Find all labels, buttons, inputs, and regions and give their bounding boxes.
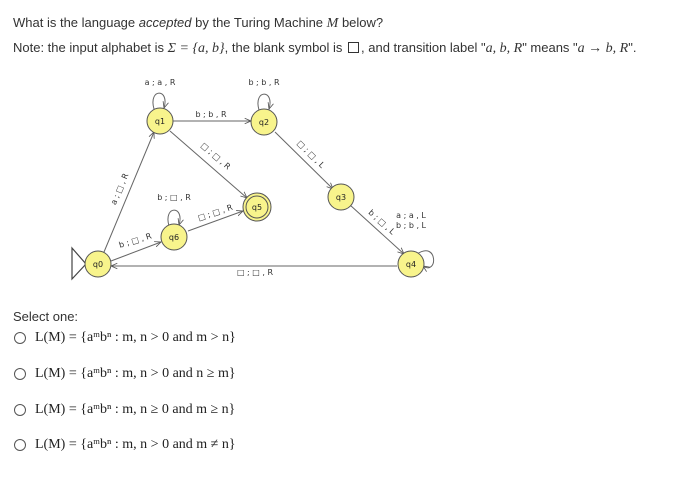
machine-symbol: M [326,16,339,31]
svg-text:q6: q6 [168,233,180,242]
question-text-post: below? [338,15,384,30]
note-pre: Note: the input alphabet is [13,40,168,55]
question-text-pre: What is the language [13,15,139,30]
label-loop-q2: b ; b , R [248,78,280,87]
state-q5-accepting [243,193,271,221]
question-text-mid: by the Turing Machine [191,15,327,30]
option-text: L(M) = {aᵐbⁿ : m, n ≥ 0 and m ≥ n} [35,402,236,417]
label-q3-q4: b ; □ , L [366,207,397,237]
svg-text:q2: q2 [258,118,270,127]
state-q1 [147,108,173,134]
label-loop-q1: a ; a , R [144,78,176,87]
note-mid3: " means " [522,40,578,55]
radio-button[interactable] [14,439,26,451]
svg-text:q4: q4 [405,260,417,269]
label-loop-q4-line1: a ; a , L [396,211,426,220]
label-q0-q1: a ; □ , R [109,171,131,207]
loop-q1 [153,93,165,109]
option-4[interactable] [14,437,236,453]
state-q6 [161,224,187,250]
state-q3 [328,184,354,210]
svg-text:q5: q5 [251,203,263,212]
label-example: a, b, R [485,41,523,56]
state-q2 [251,109,277,135]
label-loop-q6: b ; □ , R [157,193,191,202]
radio-button[interactable] [14,332,26,344]
svg-text:q0: q0 [92,260,104,269]
edge-q1-q5 [170,131,247,198]
note-mid2: , and transition label " [361,40,486,55]
svg-text:q1: q1 [154,117,166,126]
select-one-label: Select one: [13,309,79,324]
note-mid: , the blank symbol is [224,40,347,55]
option-1[interactable] [14,330,236,346]
label-q6-q5: □ ; □ , R [196,202,234,223]
option-2[interactable] [14,366,236,382]
note-post: ". [628,40,637,55]
svg-text:q3: q3 [335,193,347,202]
alphabet-expression: Σ = {a, b} [167,41,225,56]
option-3[interactable] [14,402,235,418]
initial-state-marker [72,248,86,279]
radio-button[interactable] [14,404,26,416]
label-q1-q5: □ ; □ , R [199,140,233,172]
state-q0 [85,251,111,277]
option-text: L(M) = {aᵐbⁿ : m, n > 0 and n ≥ m} [35,366,236,381]
loop-q2 [258,94,270,110]
label-q4-q0: □ ; □ , R [236,268,274,277]
question-text-emphasis: accepted [138,15,192,30]
state-q4 [398,251,424,277]
label-q2-q3: □ ; □ , L [295,138,327,170]
label-loop-q4-line2: b ; b , L [395,221,427,230]
meaning-example: a → b, R [577,41,629,56]
label-q1-q2: b ; b , R [195,110,227,119]
option-text: L(M) = {aᵐbⁿ : m, n > 0 and m > n} [35,330,236,345]
label-q0-q6: b ; □ , R [117,231,153,250]
option-text: L(M) = {aᵐbⁿ : m, n > 0 and m ≠ n} [35,437,236,452]
radio-button[interactable] [14,368,26,380]
